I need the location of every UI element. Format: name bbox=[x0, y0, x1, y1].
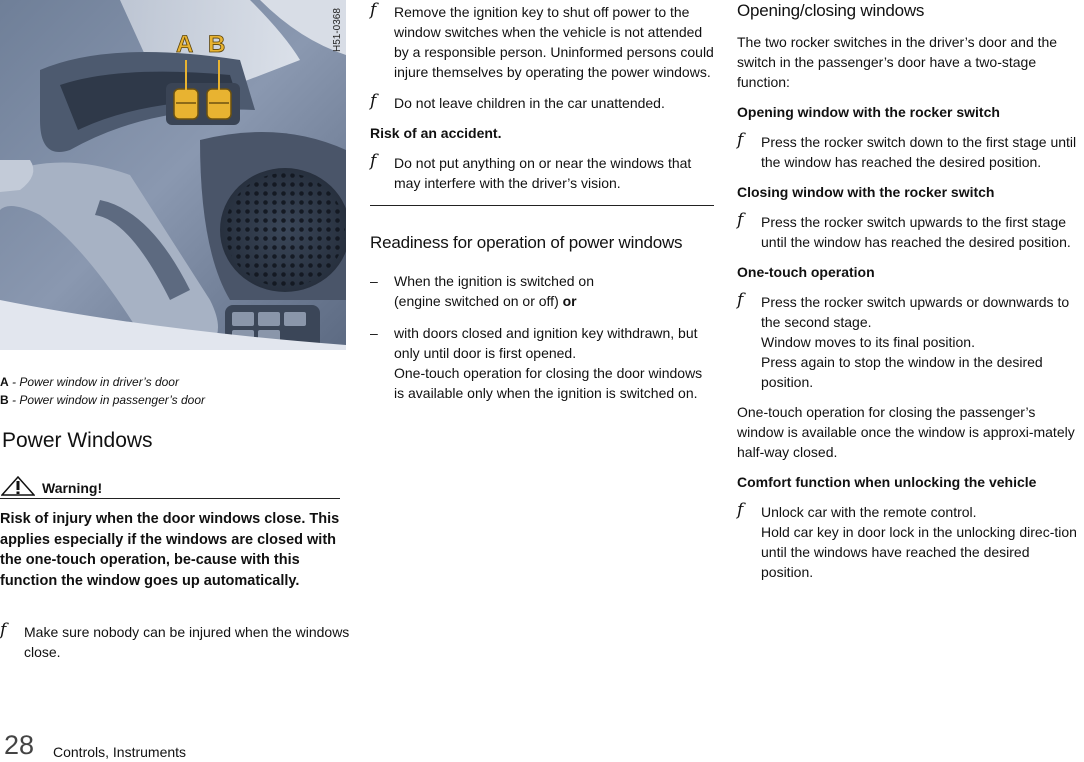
bullet-marker: f bbox=[370, 151, 377, 171]
dash-marker: – bbox=[370, 325, 378, 341]
accident-heading: Risk of an accident. bbox=[370, 125, 502, 141]
page-number: 28 bbox=[4, 730, 35, 760]
dash-item: – with doors closed and ignition key withdrawn, but only until door is first opened. One-touch operation for closing the door windows is available only when the ignition is switched on. bbox=[370, 325, 703, 401]
column-2 bbox=[370, 0, 714, 403]
onetouch-note: One-touch operation for closing the passenger’s window is available once the window is approxi-mately half-way closed. bbox=[737, 404, 1075, 460]
door-panel-photo bbox=[0, 0, 346, 350]
figure-captions bbox=[0, 373, 205, 409]
bullet-item: f Remove the ignition key to shut off power to the window switches when the vehicle is not attended by a responsible person. Uninformed persons could injure themselves by operating the power windows. bbox=[370, 0, 714, 80]
bullet-marker: f bbox=[737, 290, 744, 310]
footer-section: Controls, Instruments bbox=[53, 744, 187, 760]
bullet-marker: f bbox=[737, 500, 744, 520]
bullet-marker: f bbox=[370, 0, 377, 20]
section-title: Opening/closing windows bbox=[737, 1, 925, 20]
bullet-item: f Do not put anything on or near the windows that may interfere with the driver’s vision. bbox=[370, 153, 714, 206]
figure-label-b: B bbox=[208, 31, 226, 58]
warning-label: Warning! bbox=[42, 480, 103, 496]
bullet-item: f Make sure nobody can be injured when the windows close. bbox=[0, 620, 350, 660]
caption-b: B - Power window in passenger’s door bbox=[0, 393, 205, 407]
photo-code: H51-0368 bbox=[332, 8, 343, 52]
intro-text: The two rocker switches in the driver’s door and the switch in the passenger’s door have a two-stage function: bbox=[737, 34, 1058, 90]
page-title: Power Windows bbox=[2, 429, 153, 452]
column-3 bbox=[737, 0, 1084, 582]
page-footer bbox=[4, 730, 187, 760]
bullet-item: f Press the rocker switch down to the first stage until the window has reached the desired position. bbox=[737, 130, 1077, 170]
warning-text: Risk of injury when the door windows close. This applies especially if the windows are closed with the one-touch operation, be-cause with this function the window goes up automatically. bbox=[0, 511, 340, 589]
bullet-marker: f bbox=[0, 620, 7, 640]
bullet-item: f Unlock car with the remote control. Hold car key in door lock in the unlocking direc-tion until the windows have reached the desired position. bbox=[737, 500, 1077, 580]
bullet-item: f Press the rocker switch upwards to the first stage until the window has reached the desired position. bbox=[737, 210, 1071, 250]
opening-heading: Opening window with the rocker switch bbox=[737, 104, 1000, 120]
dash-item: – When the ignition is switched on (engine switched on or off) or bbox=[370, 273, 594, 309]
comfort-heading: Comfort function when unlocking the vehicle bbox=[737, 474, 1037, 490]
bullet-item: f Do not leave children in the car unattended. bbox=[370, 91, 665, 111]
bullet-item: f Press the rocker switch upwards or downwards to the second stage. Window moves to its final position. Press again to stop the window in the desired position. bbox=[737, 290, 1070, 390]
bullet-marker: f bbox=[737, 130, 744, 150]
closing-heading: Closing window with the rocker switch bbox=[737, 184, 995, 200]
warning-triangle-icon bbox=[1, 476, 35, 496]
bullet-marker: f bbox=[370, 91, 377, 111]
caption-a: A - Power window in driver’s door bbox=[0, 375, 179, 389]
dash-marker: – bbox=[370, 273, 378, 289]
figure-label-a: A bbox=[176, 31, 194, 58]
warning-header bbox=[0, 476, 340, 499]
readiness-heading: Readiness for operation of power windows bbox=[370, 233, 683, 252]
bullet-marker: f bbox=[737, 210, 744, 230]
onetouch-heading: One-touch operation bbox=[737, 264, 875, 280]
